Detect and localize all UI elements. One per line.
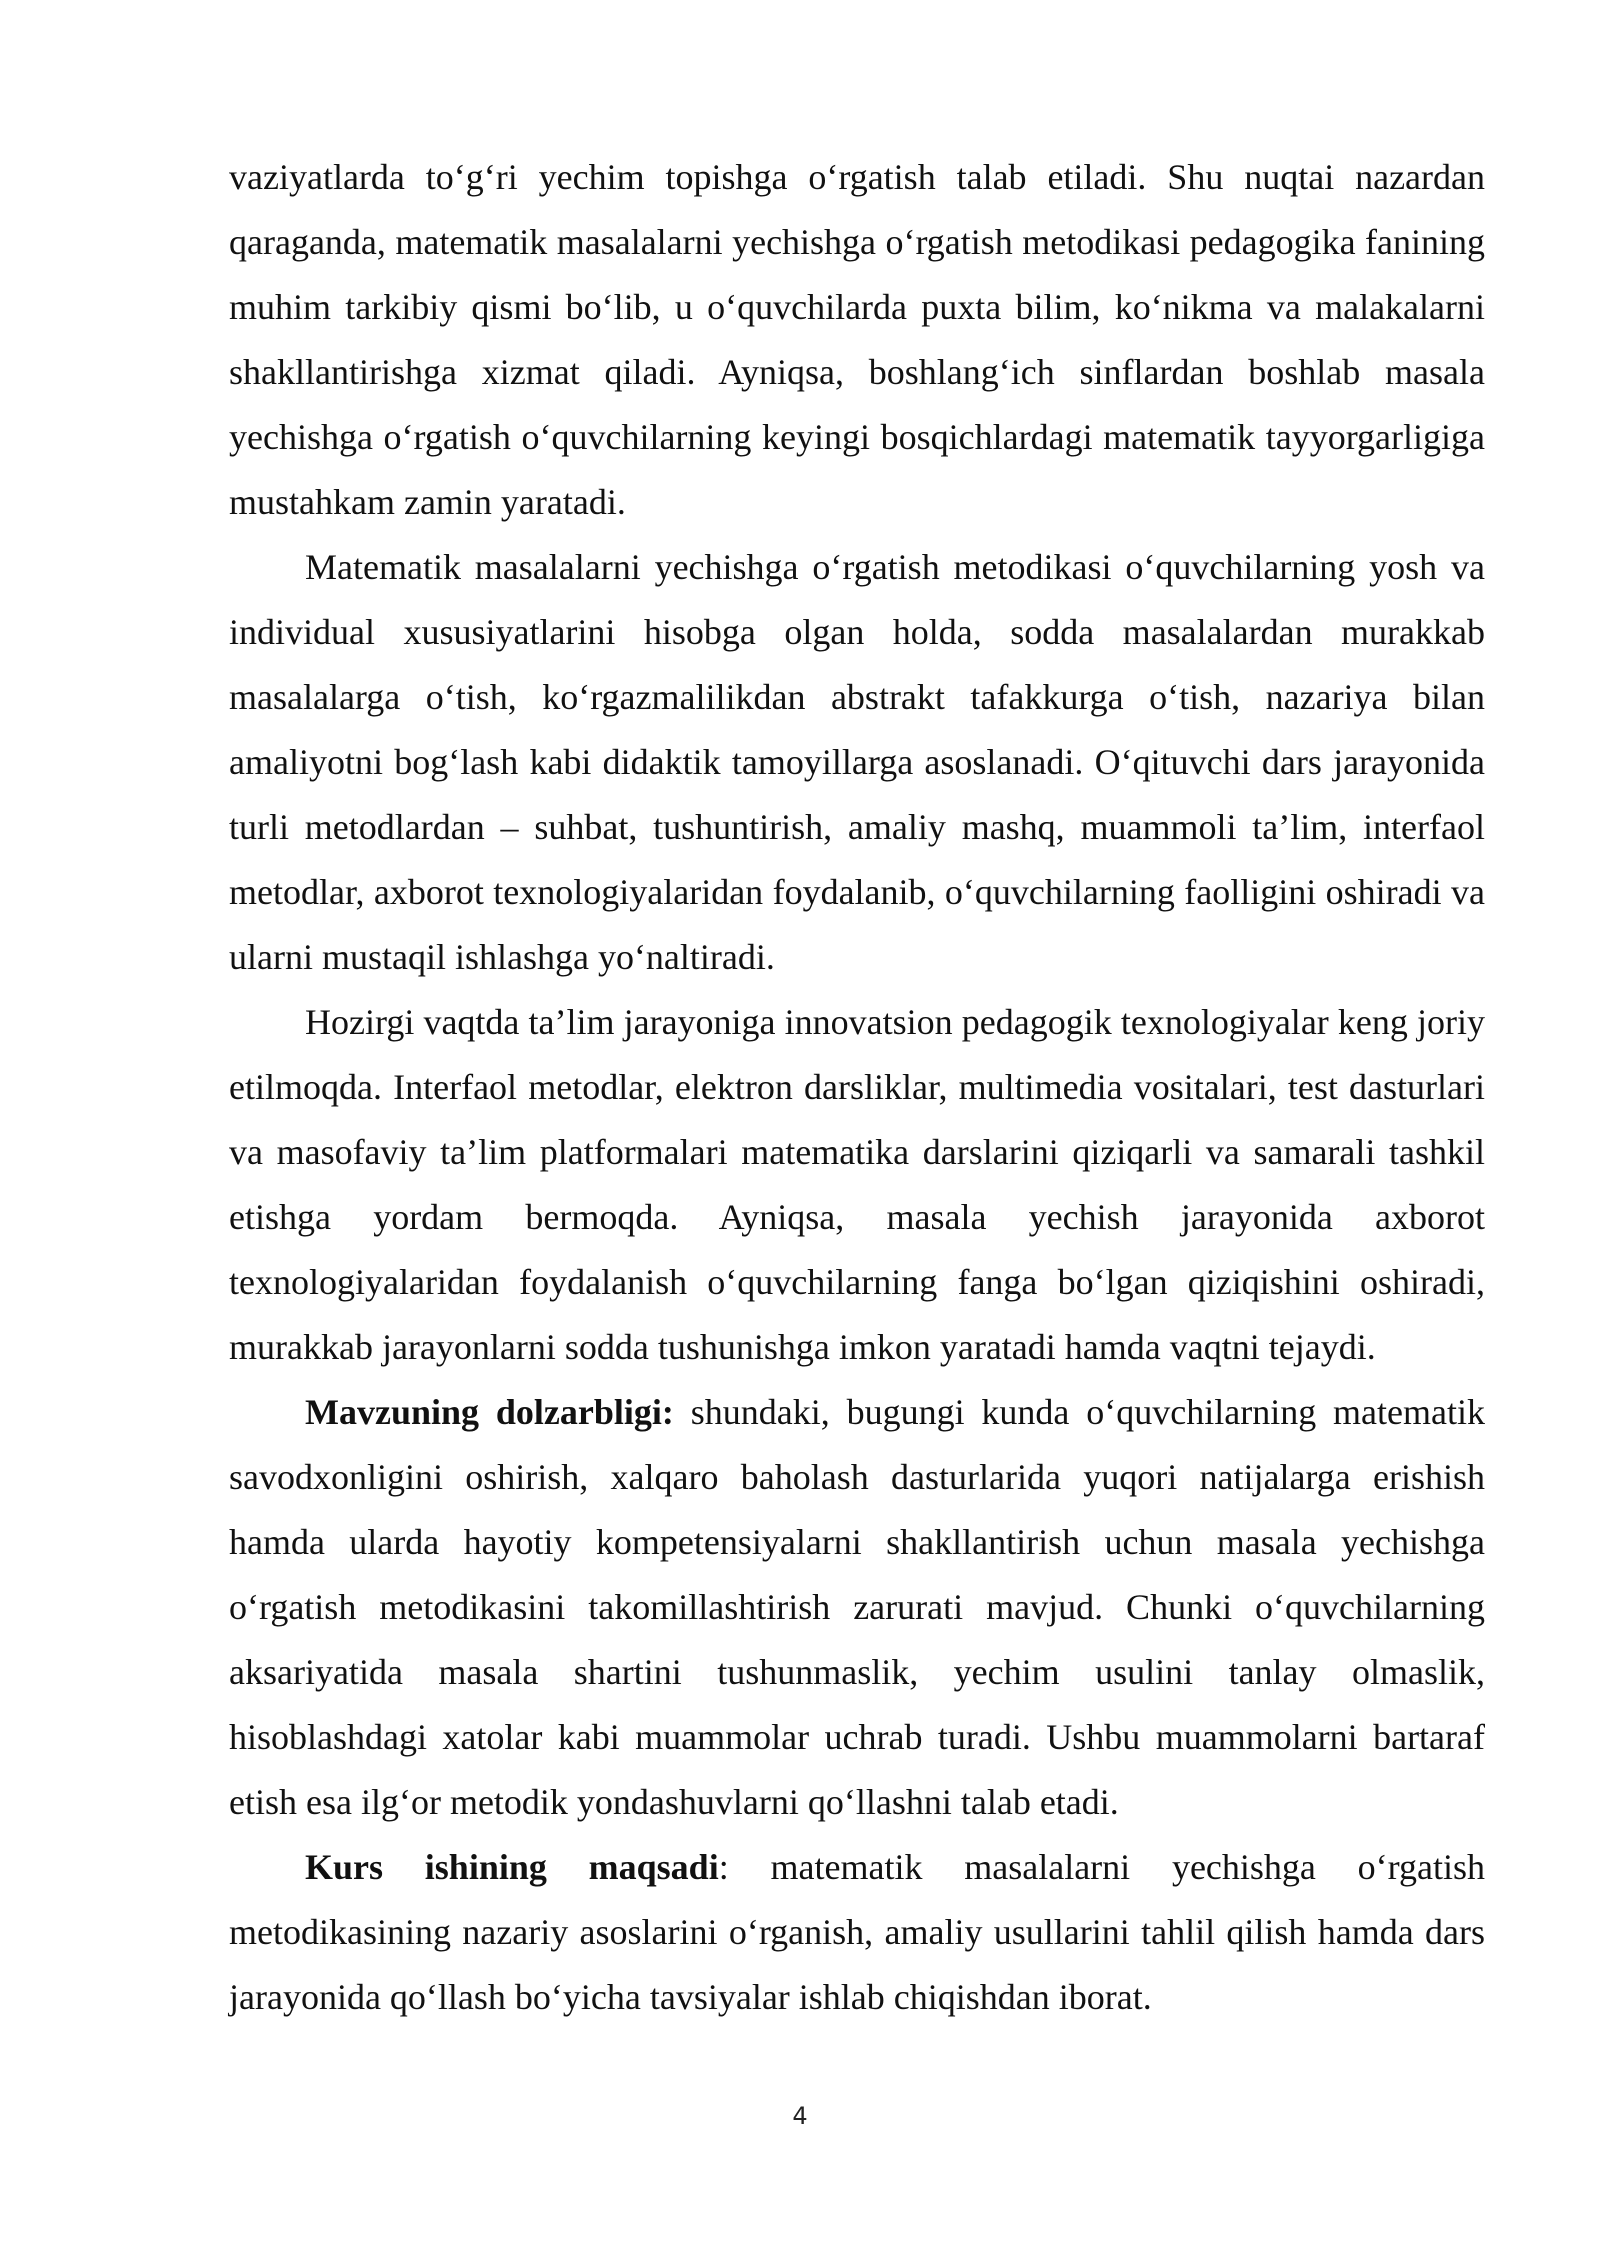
paragraph-relevance	[229, 1380, 1485, 1835]
paragraph-goal	[229, 1835, 1485, 2030]
paragraph-text: Matematik masalalarni yechishga o‘rgatish metodikasi o‘quvchilarning yosh va individual xususiyatlarini hisobga olgan holda, sodda masalalardan murakkab masalalarga o‘tish, ko‘rgazmalilikdan abstrakt tafakkurga o‘tish, nazariya bilan amaliyotni bog‘lash kabi didaktik tamoyillarga asoslanadi. O‘qituvchi dars jarayonida turli metodlardan – suhbat, tushuntirish, amaliy mashq, muammoli ta’lim, interfaol metodlar, axborot texnologiyalaridan foydalanib, o‘quvchilarning faolligini oshiradi va ularni mustaqil ishlashga yo‘naltiradi.	[229, 547, 1485, 977]
paragraph-methodology	[229, 535, 1485, 990]
paragraph-lead-heading: Kurs ishining maqsadi	[305, 1847, 719, 1887]
paragraph-lead-heading: Mavzuning dolzarbligi:	[305, 1392, 674, 1432]
document-page	[229, 145, 1485, 2030]
paragraph-text: Hozirgi vaqtda ta’lim jarayoniga innovatsion pedagogik texnologiyalar keng joriy etilmoqda. Interfaol metodlar, elektron darsliklar, multimedia vositalari, test dasturlari va masofaviy ta’lim platformalari matematika darslarini qiziqarli va samarali tashkil etishga yordam bermoqda. Ayniqsa, masala yechish jarayonida axborot texnologiyalaridan foydalanish o‘quvchilarning fanga bo‘lgan qiziqishini oshiradi, murakkab jarayonlarni sodda tushunishga imkon yaratadi hamda vaqtni tejaydi.	[229, 1002, 1485, 1367]
paragraph-text: shundaki, bugungi kunda o‘quvchilarning matematik savodxonligini oshirish, xalqaro baholash dasturlarida yuqori natijalarga erishish hamda ularda hayotiy kompetensiyalarni shakllantirish uchun masala yechishga o‘rgatish metodikasini takomillashtirish zarurati mavjud. Chunki o‘quvchilarning aksariyatida masala shartini tushunmaslik, yechim usulini tanlay olmaslik, hisoblashdagi xatolar kabi muammolar uchrab turadi. Ushbu muammolarni bartaraf etish esa ilg‘or metodik yondashuvlarni qo‘llashni talab etadi.	[229, 1392, 1485, 1822]
paragraph-innovations	[229, 990, 1485, 1380]
paragraph-continuation	[229, 145, 1485, 535]
page-number: 4	[792, 2102, 808, 2130]
paragraph-text: : matematik masalalarni yechishga o‘rgatish metodikasining nazariy asoslarini o‘rganish, amaliy usullarini tahlil qilish hamda dars jarayonida qo‘llash bo‘yicha tavsiyalar ishlab chiqishdan iborat.	[229, 1847, 1485, 2017]
paragraph-text: vaziyatlarda to‘g‘ri yechim topishga o‘rgatish talab etiladi. Shu nuqtai nazardan qaraganda, matematik masalalarni yechishga o‘rgatish metodikasi pedagogika fanining muhim tarkibiy qismi bo‘lib, u o‘quvchilarda puxta bilim, ko‘nikma va malakalarni shakllantirishga xizmat qiladi. Ayniqsa, boshlang‘ich sinflardan boshlab masala yechishga o‘rgatish o‘quvchilarning keyingi bosqichlardagi matematik tayyorgarligiga mustahkam zamin yaratadi.	[229, 157, 1485, 522]
